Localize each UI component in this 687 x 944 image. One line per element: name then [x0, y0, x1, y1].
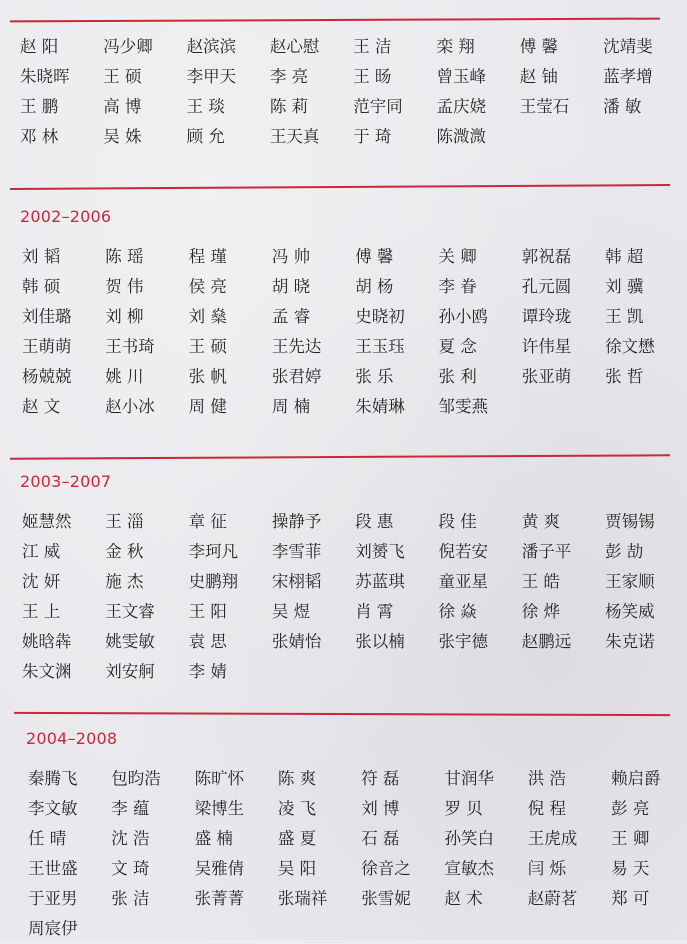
- name-entry: 朱克诺: [605, 632, 655, 651]
- name-entry: 闫 烁: [527, 859, 567, 878]
- name-entry: 苏蓝琪: [355, 572, 405, 591]
- name-entry: 杨兢兢: [22, 367, 72, 386]
- name-entry: 操静予: [271, 512, 322, 531]
- name-entry: 肖 霄: [355, 602, 394, 621]
- name-entry: 高 博: [103, 97, 142, 116]
- name-entry: 王 淄: [105, 512, 144, 531]
- name-entry: 童亚星: [438, 572, 488, 591]
- name-entry: 周 楠: [271, 397, 311, 416]
- name-entry: 陈旷怀: [194, 769, 245, 788]
- name-entry: 史晓初: [355, 307, 405, 326]
- name-entry: 赵 文: [22, 397, 61, 416]
- name-entry: 李 眷: [438, 277, 477, 296]
- name-entry: 陈 瑶: [105, 247, 144, 266]
- name-entry: 倪 程: [527, 799, 567, 818]
- name-entry: 王萌萌: [22, 337, 72, 356]
- name-entry: 贺 伟: [105, 277, 144, 296]
- name-entry: 吴 阳: [277, 859, 317, 878]
- name-entry: 李 婧: [188, 662, 227, 681]
- name-entry: 彭 亮: [611, 799, 650, 818]
- name-entry: 王玉珏: [355, 337, 405, 356]
- name-entry: 王 硕: [103, 67, 142, 86]
- name-entry: 江 威: [22, 542, 61, 561]
- name-entry: 徐 烨: [521, 602, 561, 621]
- name-entry: 章 征: [188, 512, 227, 531]
- name-entry: 刘赟飞: [355, 542, 405, 561]
- name-entry: 许伟星: [521, 337, 572, 356]
- name-entry: 陈 莉: [269, 97, 309, 116]
- name-entry: 王 旸: [353, 67, 392, 86]
- name-entry: 洪 浩: [527, 769, 567, 788]
- name-entry: 姚雯敏: [105, 632, 155, 651]
- name-entry: 王莹石: [519, 97, 570, 116]
- name-entry: 王书琦: [105, 337, 155, 356]
- name-entry: 王虎成: [527, 829, 578, 848]
- name-entry: 傅 馨: [355, 247, 394, 266]
- section-rule-2002-2006: [10, 184, 670, 190]
- name-entry: 张 利: [438, 367, 477, 386]
- name-entry: 张 哲: [605, 367, 644, 386]
- name-entry: 关 卿: [438, 247, 477, 266]
- name-entry: 于亚男: [28, 889, 78, 908]
- name-entry: 张 乐: [355, 367, 394, 386]
- name-entry: 王 凯: [605, 307, 644, 326]
- section-year-2003-2007: 2003–2007: [20, 472, 112, 491]
- name-entry: 施 杰: [105, 572, 144, 591]
- name-entry: 张 洁: [111, 889, 150, 908]
- name-entry: 赵滨滨: [186, 37, 237, 56]
- name-entry: 赵蔚茗: [527, 889, 578, 908]
- name-entry: 程 瑾: [188, 247, 227, 266]
- name-entry: 邹雯燕: [438, 397, 488, 416]
- name-entry: 栾 翔: [436, 37, 475, 56]
- name-entry: 郭祝磊: [521, 247, 572, 266]
- name-entry: 徐 焱: [438, 602, 477, 621]
- name-entry: 杨笑威: [605, 602, 655, 621]
- name-entry: 陈溦溦: [436, 127, 486, 146]
- name-entry: 韩 硕: [22, 277, 61, 296]
- name-entry: 包昀浩: [111, 769, 161, 788]
- name-entry: 刘 博: [361, 799, 400, 818]
- name-entry: 徐音之: [361, 859, 411, 878]
- name-entry: 任 晴: [28, 829, 67, 848]
- name-entry: 王 卿: [611, 829, 650, 848]
- name-entry: 潘 敏: [603, 97, 642, 116]
- name-entry: 邓 林: [20, 127, 59, 146]
- name-entry: 周宸伊: [28, 919, 78, 938]
- name-entry: 刘 骥: [605, 277, 644, 296]
- name-entry: 郑 可: [611, 889, 650, 908]
- name-entry: 胡 杨: [355, 277, 394, 296]
- name-entry: 易 天: [611, 859, 650, 878]
- name-entry: 王世盛: [28, 859, 78, 878]
- name-entry: 姬慧然: [22, 512, 72, 531]
- name-entry: 张婧怡: [271, 632, 322, 651]
- name-entry: 朱晓晖: [20, 67, 70, 86]
- name-entry: 冯 帅: [271, 247, 311, 266]
- name-entry: 沈 浩: [111, 829, 150, 848]
- name-entry: 朱婧琳: [355, 397, 405, 416]
- name-entry: 倪若安: [438, 542, 488, 561]
- name-entry: 王先达: [271, 337, 322, 356]
- name-entry: 贾锡锡: [605, 512, 655, 531]
- name-entry: 王 皓: [521, 572, 561, 591]
- name-entry: 盛 夏: [277, 829, 317, 848]
- name-entry: 顾 允: [186, 127, 225, 146]
- name-entry: 沈 妍: [22, 572, 61, 591]
- name-entry: 段 佳: [438, 512, 477, 531]
- name-entry: 王 鹏: [20, 97, 59, 116]
- name-entry: 赵 铀: [519, 67, 559, 86]
- name-entry: 梁博生: [194, 799, 245, 818]
- name-entry: 袁 思: [188, 632, 227, 651]
- name-entry: 于 琦: [353, 127, 392, 146]
- name-entry: 胡 晓: [271, 277, 311, 296]
- name-entry: 彭 劼: [605, 542, 644, 561]
- name-entry: 李雪菲: [271, 542, 322, 561]
- name-entry: 徐文懋: [605, 337, 655, 356]
- name-grid-continued: [20, 32, 686, 152]
- name-entry: 王 阳: [188, 602, 227, 621]
- name-entry: 赵小冰: [105, 397, 155, 416]
- name-entry: 范宇同: [353, 97, 403, 116]
- name-entry: 张雪妮: [361, 889, 411, 908]
- name-entry: 韩 超: [605, 247, 644, 266]
- name-entry: 赵鹏远: [521, 632, 572, 651]
- name-entry: 凌 飞: [277, 799, 317, 818]
- name-entry: 王 上: [22, 602, 61, 621]
- name-entry: 蓝孝增: [603, 67, 653, 86]
- name-entry: 夏 念: [438, 337, 477, 356]
- name-entry: 张瑞祥: [277, 889, 328, 908]
- name-entry: 刘 韬: [22, 247, 61, 266]
- name-entry: 陈 爽: [277, 769, 317, 788]
- name-entry: 史鹏翔: [188, 572, 239, 591]
- name-entry: 李 亮: [269, 67, 309, 86]
- name-entry: 王 琰: [186, 97, 225, 116]
- name-entry: 盛 楠: [194, 829, 233, 848]
- name-entry: 段 惠: [355, 512, 394, 531]
- name-entry: 朱文渊: [22, 662, 72, 681]
- name-entry: 李珂凡: [188, 542, 239, 561]
- name-entry: 孟庆娆: [436, 97, 486, 116]
- name-entry: 刘 燊: [188, 307, 227, 326]
- name-entry: 金 秋: [105, 542, 144, 561]
- name-entry: 王 洁: [353, 37, 392, 56]
- name-entry: 冯少卿: [103, 37, 153, 56]
- name-entry: 秦腾飞: [28, 769, 78, 788]
- name-entry: 傅 馨: [519, 37, 559, 56]
- name-entry: 王文睿: [105, 602, 155, 621]
- name-entry: 王天真: [269, 127, 320, 146]
- section-rule-top: [10, 18, 660, 23]
- name-entry: 赵心慰: [269, 37, 320, 56]
- name-entry: 孟 睿: [271, 307, 311, 326]
- name-entry: 谭玲珑: [521, 307, 572, 326]
- name-entry: 吴 姝: [103, 127, 142, 146]
- name-entry: 曾玉峰: [436, 67, 486, 86]
- name-entry: 张亚萌: [521, 367, 572, 386]
- name-entry: 孙小鸥: [438, 307, 488, 326]
- name-entry: 潘子平: [521, 542, 572, 561]
- name-entry: 王家顺: [605, 572, 655, 591]
- name-entry: 宋栩韬: [271, 572, 322, 591]
- name-entry: 黄 爽: [521, 512, 561, 531]
- section-year-2004-2008: 2004–2008: [26, 729, 118, 748]
- name-entry: 石 磊: [361, 829, 400, 848]
- name-entry: 文 琦: [111, 859, 150, 878]
- name-entry: 姚 川: [105, 367, 144, 386]
- name-entry: 李甲天: [186, 67, 237, 86]
- name-entry: 赵 阳: [20, 37, 59, 56]
- name-entry: 沈靖斐: [603, 37, 653, 56]
- name-entry: 孔元圆: [521, 277, 572, 296]
- name-entry: 王 硕: [188, 337, 227, 356]
- name-entry: 张宇德: [438, 632, 488, 651]
- name-entry: 赵 术: [444, 889, 483, 908]
- name-entry: 刘佳璐: [22, 307, 72, 326]
- name-grid-2004-2008: [28, 764, 687, 944]
- name-entry: 李文敏: [28, 799, 78, 818]
- name-entry: 张 帆: [188, 367, 227, 386]
- name-entry: 刘 柳: [105, 307, 144, 326]
- name-entry: 侯 亮: [188, 277, 227, 296]
- name-entry: 张君婷: [271, 367, 322, 386]
- name-entry: 周 健: [188, 397, 227, 416]
- name-entry: 李 蕴: [111, 799, 150, 818]
- name-entry: 吴雅倩: [194, 859, 245, 878]
- name-entry: 吴 煜: [271, 602, 311, 621]
- name-entry: 宣敏杰: [444, 859, 494, 878]
- name-entry: 符 磊: [361, 769, 400, 788]
- name-entry: 甘润华: [444, 769, 494, 788]
- name-grid-2003-2007: [22, 507, 687, 687]
- section-year-2002-2006: 2002–2006: [20, 207, 112, 226]
- name-entry: 刘安舸: [105, 662, 155, 681]
- name-entry: 赖启爵: [611, 769, 661, 788]
- name-entry: 张以楠: [355, 632, 405, 651]
- name-entry: 张菁菁: [194, 889, 245, 908]
- name-entry: 孙笑白: [444, 829, 494, 848]
- section-rule-2003-2007: [10, 454, 670, 459]
- name-entry: 姚晗犇: [22, 632, 72, 651]
- section-rule-2004-2008: [14, 712, 670, 716]
- name-entry: 罗 贝: [444, 799, 483, 818]
- name-grid-2002-2006: [22, 242, 687, 422]
